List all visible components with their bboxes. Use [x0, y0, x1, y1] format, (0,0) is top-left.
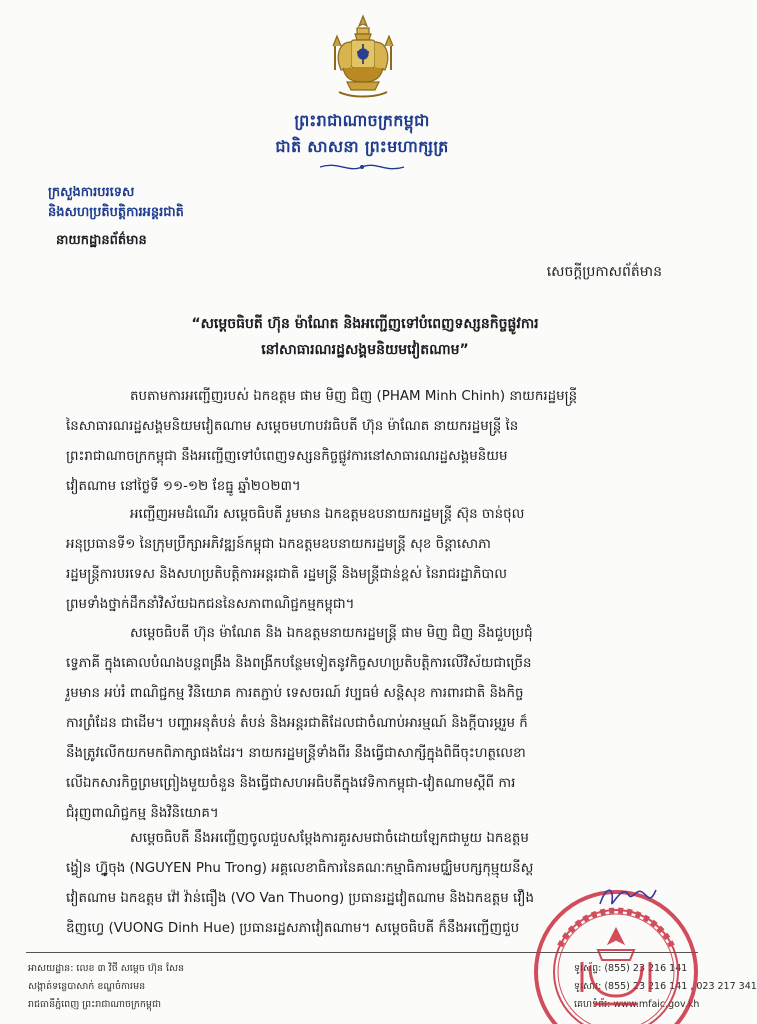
- department-name: នាយកដ្ឋានព័ត៌មាន: [56, 233, 147, 248]
- footer-fax: ទូរសារ: (855) 23 216 141 , 023 217 341: [574, 981, 757, 992]
- document-type: សេចក្តីប្រកាសព័ត៌មាន: [546, 264, 662, 280]
- paragraph-line: សម្តេចធិបតី នឹងអញ្ជើញចូលជួបសម្តែងការគួរសមជាចំដោយឡែកជាមួយ ឯកឧត្តម: [130, 831, 529, 846]
- kingdom-name: ព្រះរាជាណាចក្រកម្ពុជា: [294, 111, 430, 130]
- paragraph-line: នៃសាធារណរដ្ឋសង្គមនិយមវៀតណាម សម្តេចមហាបវរធិបតី ហ៊ុន ម៉ាណែត នាយករដ្ឋមន្ត្រី នៃ: [66, 419, 519, 434]
- paragraph-line: លើឯកសារកិច្ចព្រមព្រៀងមួយចំនួន និងធ្វើជាសហអធិបតីក្នុងវេទិកាកម្ពុជា-វៀតណាមស្តីពី ការ: [66, 776, 516, 791]
- paragraph-line: ព្រះរាជាណាចក្រកម្ពុជា នឹងអញ្ជើញទៅបំពេញទស្សនកិច្ចផ្លូវការនៅសាធារណរដ្ឋសង្គមនិយម: [66, 449, 508, 464]
- footer-address-line: រាជធានីភ្នំពេញ ព្រះរាជាណាចក្រកម្ពុជា: [28, 999, 161, 1010]
- national-motto: ជាតិ សាសនា ព្រះមហាក្សត្រ: [275, 137, 449, 156]
- footer-address-line: សង្កាត់ទន្លេបាសាក់ ខណ្ឌចំការមន: [28, 981, 146, 992]
- footer-address: [28, 960, 184, 1014]
- royal-coat-of-arms-icon: [321, 12, 405, 102]
- paragraph-line: វៀតណាម ឯកឧត្តម វ៉ៅ វ៉ាន់ធឿង (VO Van Thuong) ប្រធានរដ្ឋវៀតណាម និងឯកឧត្តម វឿង: [66, 891, 534, 906]
- footer-address-line: អាសយដ្ឋាន: លេខ ៣ វិថី សម្តេច ហ៊ុន សែន: [28, 963, 185, 974]
- paragraph-line: អនុប្រធានទី១ នៃក្រុមប្រឹក្សាអភិវឌ្ឍន៍កម្ពុជា ឯកឧត្តមឧបនាយករដ្ឋមន្ត្រី សុខ ចិន្តាសោភា: [66, 537, 491, 552]
- body-paragraph-2: [66, 500, 658, 620]
- body-paragraph-3: [66, 619, 658, 829]
- paragraph-line: ការព្រំដែន ជាដើម។ បញ្ហាអនុតំបន់ តំបន់ និងអន្តរជាតិដែលជាចំណាប់អារម្មណ៍ និងក្តីបារម្ភរួម ក៏: [66, 716, 528, 731]
- paragraph-line: ទ្វេភាគី ក្នុងគោលបំណងបន្តពង្រឹង និងពង្រីកបន្ថែមទៀតនូវកិច្ចសហប្រតិបត្តិការលើវិស័យជាច្រើន: [66, 656, 532, 671]
- paragraph-line: អញ្ជើញអមដំណើរ សម្តេចធិបតី រួមមាន ឯកឧត្តមឧបនាយករដ្ឋមន្ត្រី ស៊ុន ចាន់ថុល: [130, 507, 525, 522]
- ornament-divider-icon: [318, 162, 406, 172]
- paragraph-line: នឹងត្រូវលើកយកមកពិភាក្សាផងដែរ។ នាយករដ្ឋមន្ត្រីទាំងពីរ នឹងធ្វើជាសាក្សីក្នុងពិធីចុះហត្ថលេខា: [66, 746, 526, 761]
- headline-line1: “សម្តេចធិបតី ហ៊ុន ម៉ាណែត និងអញ្ជើញទៅបំពេញទស្សនកិច្ចផ្លូវការ: [191, 316, 539, 332]
- paragraph-line: ឌិញហ្វេ (VUONG Dinh Hue) ប្រធានរដ្ឋសភាវៀតណាម។ សម្តេចធិបតី ក៏នឹងអញ្ជើញជួប: [66, 921, 520, 936]
- body-paragraph-1: [66, 382, 658, 502]
- footer-website: គេហទំព័រ: www.mfaic.gov.kh: [574, 999, 700, 1010]
- paragraph-line: តបតាមការអញ្ជើញរបស់ ឯកឧត្តម ផាម មិញ ជិញ (PHAM Minh Chinh) នាយករដ្ឋមន្ត្រី: [130, 389, 578, 404]
- headline-line2: នៅសាធារណរដ្ឋសង្គមនិយមវៀតណាម”: [261, 342, 469, 358]
- paragraph-line: សម្តេចធិបតី ហ៊ុន ម៉ាណែត និង ឯកឧត្តមនាយករដ្ឋមន្ត្រី ផាម មិញ ជិញ នឹងជួបប្រជុំ: [130, 626, 533, 641]
- handwritten-signature-icon: [596, 880, 660, 912]
- paragraph-line: ព្រមទាំងថ្នាក់ដឹកនាំវិស័យឯកជននៃសភាពាណិជ្ជកម្មកម្ពុជា។: [66, 597, 355, 612]
- paragraph-line: រដ្ឋមន្ត្រីការបរទេស និងសហប្រតិបត្តិការអន្តរជាតិ រដ្ឋមន្ត្រី និងមន្ត្រីជាន់ខ្ពស់ នៃរាជរដ្ឋាភិបាល: [66, 567, 507, 582]
- paragraph-line: ជំរុញពាណិជ្ជកម្ម និងវិនិយោគ។: [66, 806, 219, 821]
- ministry-name-line1: ក្រសួងការបរទេស: [48, 185, 135, 200]
- paragraph-line: វៀតណាម នៅថ្ងៃទី ១១-១២ ខែធ្នូ ឆ្នាំ២០២៣។: [66, 479, 301, 494]
- paragraph-line: រួមមាន អប់រំ ពាណិជ្ជកម្ម វិនិយោគ ការតភ្ជាប់ ទេសចរណ៍ វប្បធម៌ សន្តិសុខ ការពារជាតិ និងកិច្ច: [66, 686, 524, 701]
- footer-phone: ទូរស័ព្ទ: (855) 23 216 141: [574, 963, 688, 974]
- ministry-name-line2: និងសហប្រតិបត្តិការអន្តរជាតិ: [48, 205, 184, 220]
- paragraph-line: ង្វៀន ហ្វ៊ូចុង (NGUYEN Phu Trong) អគ្គលេខាធិការនៃគណៈកម្មាធិការមជ្ឈិមបក្សកុម្មុយនីស្ត: [66, 861, 534, 876]
